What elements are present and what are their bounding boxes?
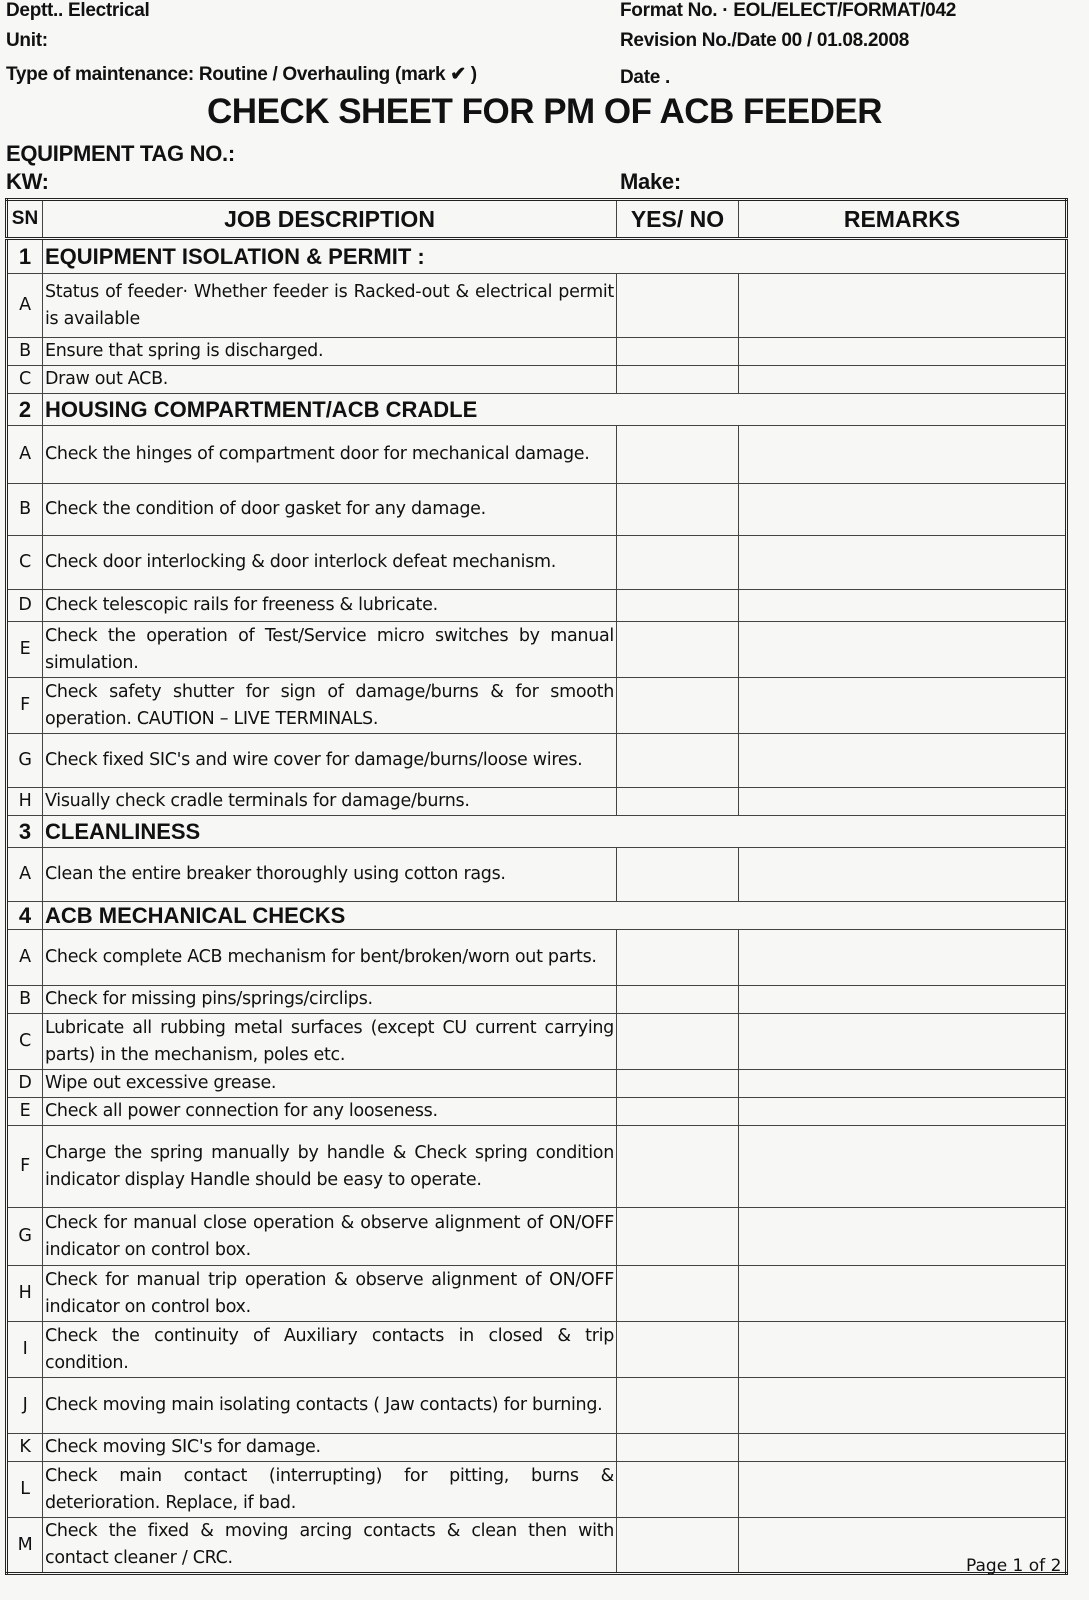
maintenance-type-label: Type of maintenance: Routine / Overhauling (mark ✔ ): [6, 64, 477, 85]
section-title: HOUSING COMPARTMENT/ACB CRADLE: [43, 394, 1067, 426]
column-header-remarks: REMARKS: [739, 200, 1067, 239]
item-sn: A: [7, 848, 43, 902]
yes-no-field[interactable]: [617, 622, 739, 678]
section-number: 3: [7, 816, 43, 848]
section-number: 4: [7, 902, 43, 930]
page-number: Page 1 of 2: [966, 1556, 1062, 1576]
remarks-field[interactable]: [739, 986, 1067, 1014]
job-description: Check door interlocking & door interlock defeat mechanism.: [43, 536, 617, 590]
remarks-field[interactable]: [739, 590, 1067, 622]
section-row: [7, 902, 1067, 930]
section-row: [7, 239, 1067, 274]
item-sn: H: [7, 1266, 43, 1322]
yes-no-field[interactable]: [617, 986, 739, 1014]
remarks-field[interactable]: [739, 622, 1067, 678]
item-sn: B: [7, 484, 43, 536]
remarks-field[interactable]: [739, 1462, 1067, 1518]
job-description: Visually check cradle terminals for damage/burns.: [43, 788, 617, 816]
table-row: [7, 366, 1067, 394]
column-header-yes-no: YES/ NO: [617, 200, 739, 239]
remarks-field[interactable]: [739, 366, 1067, 394]
item-sn: G: [7, 1208, 43, 1266]
item-sn: C: [7, 366, 43, 394]
yes-no-field[interactable]: [617, 426, 739, 484]
check-sheet-table: [5, 198, 1068, 1575]
table-row: [7, 1322, 1067, 1378]
item-sn: I: [7, 1322, 43, 1378]
remarks-field[interactable]: [739, 788, 1067, 816]
remarks-field[interactable]: [739, 930, 1067, 986]
table-row: [7, 1518, 1067, 1574]
document-title: CHECK SHEET FOR PM OF ACB FEEDER: [207, 92, 882, 131]
section-row: [7, 816, 1067, 848]
yes-no-field[interactable]: [617, 1126, 739, 1208]
yes-no-field[interactable]: [617, 848, 739, 902]
table-row: [7, 986, 1067, 1014]
item-sn: M: [7, 1518, 43, 1574]
yes-no-field[interactable]: [617, 274, 739, 338]
section-number: 1: [7, 239, 43, 274]
table-row: [7, 788, 1067, 816]
table-row: [7, 678, 1067, 734]
job-description: Check for manual trip operation & observe alignment of ON/OFF indicator on control box.: [43, 1266, 617, 1322]
job-description: Check telescopic rails for freeness & lubricate.: [43, 590, 617, 622]
item-sn: J: [7, 1378, 43, 1434]
item-sn: A: [7, 426, 43, 484]
item-sn: E: [7, 622, 43, 678]
job-description: Check the continuity of Auxiliary contacts in closed & trip condition.: [43, 1322, 617, 1378]
yes-no-field[interactable]: [617, 1098, 739, 1126]
job-description: Lubricate all rubbing metal surfaces (except CU current carrying parts) in the mechanism, poles etc.: [43, 1014, 617, 1070]
remarks-field[interactable]: [739, 1070, 1067, 1098]
table-row: [7, 1070, 1067, 1098]
table-row: [7, 1014, 1067, 1070]
item-sn: F: [7, 678, 43, 734]
table-row: [7, 484, 1067, 536]
column-header-job-description: JOB DESCRIPTION: [43, 200, 617, 239]
table-row: [7, 1208, 1067, 1266]
job-description: Wipe out excessive grease.: [43, 1070, 617, 1098]
item-sn: B: [7, 986, 43, 1014]
remarks-field[interactable]: [739, 1434, 1067, 1462]
column-header-sn: SN: [7, 200, 43, 239]
item-sn: C: [7, 1014, 43, 1070]
yes-no-field[interactable]: [617, 1266, 739, 1322]
remarks-field[interactable]: [739, 484, 1067, 536]
item-sn: G: [7, 734, 43, 788]
revision-date: Revision No./Date 00 / 01.08.2008: [620, 30, 909, 51]
remarks-field[interactable]: [739, 274, 1067, 338]
table-row: [7, 1434, 1067, 1462]
yes-no-field[interactable]: [617, 1378, 739, 1434]
job-description: Ensure that spring is discharged.: [43, 338, 617, 366]
job-description: Check complete ACB mechanism for bent/broken/worn out parts.: [43, 930, 617, 986]
table-row: [7, 734, 1067, 788]
make-label: Make:: [620, 169, 681, 194]
table-row: [7, 848, 1067, 902]
item-sn: A: [7, 930, 43, 986]
table-row: [7, 590, 1067, 622]
kw-label: KW:: [6, 169, 49, 194]
remarks-field[interactable]: [739, 1208, 1067, 1266]
date-label: Date .: [620, 67, 670, 88]
yes-no-field[interactable]: [617, 484, 739, 536]
section-row: [7, 394, 1067, 426]
remarks-field[interactable]: [739, 1378, 1067, 1434]
item-sn: K: [7, 1434, 43, 1462]
job-description: Check fixed SIC's and wire cover for damage/burns/loose wires.: [43, 734, 617, 788]
yes-no-field[interactable]: [617, 1434, 739, 1462]
table-row: [7, 426, 1067, 484]
section-title: CLEANLINESS: [43, 816, 1067, 848]
item-sn: A: [7, 274, 43, 338]
job-description: Check safety shutter for sign of damage/burns & for smooth operation. CAUTION – LIVE TERMINALS.: [43, 678, 617, 734]
yes-no-field[interactable]: [617, 536, 739, 590]
yes-no-field[interactable]: [617, 366, 739, 394]
item-sn: C: [7, 536, 43, 590]
job-description: Check the fixed & moving arcing contacts & clean then with contact cleaner / CRC.: [43, 1518, 617, 1574]
remarks-field[interactable]: [739, 734, 1067, 788]
remarks-field[interactable]: [739, 536, 1067, 590]
item-sn: H: [7, 788, 43, 816]
table-row: [7, 1462, 1067, 1518]
remarks-field[interactable]: [739, 1126, 1067, 1208]
job-description: Check main contact (interrupting) for pitting, burns & deterioration. Replace, if bad.: [43, 1462, 617, 1518]
remarks-field[interactable]: [739, 1322, 1067, 1378]
section-title: EQUIPMENT ISOLATION & PERMIT :: [43, 239, 1067, 274]
section-title: ACB MECHANICAL CHECKS: [43, 902, 1067, 930]
item-sn: F: [7, 1126, 43, 1208]
item-sn: D: [7, 590, 43, 622]
unit-label: Unit:: [6, 30, 48, 51]
job-description: Status of feeder· Whether feeder is Racked-out & electrical permit is available: [43, 274, 617, 338]
remarks-field[interactable]: [739, 848, 1067, 902]
equipment-tag-label: EQUIPMENT TAG NO.:: [6, 141, 235, 166]
remarks-field[interactable]: [739, 1266, 1067, 1322]
yes-no-field[interactable]: [617, 930, 739, 986]
yes-no-field[interactable]: [617, 338, 739, 366]
remarks-field[interactable]: [739, 426, 1067, 484]
yes-no-field[interactable]: [617, 1014, 739, 1070]
job-description: Check the hinges of compartment door for mechanical damage.: [43, 426, 617, 484]
yes-no-field[interactable]: [617, 734, 739, 788]
job-description: Check the operation of Test/Service micro switches by manual simulation.: [43, 622, 617, 678]
table-row: [7, 1378, 1067, 1434]
job-description: Check moving main isolating contacts ( Jaw contacts) for burning.: [43, 1378, 617, 1434]
item-sn: L: [7, 1462, 43, 1518]
job-description: Check for manual close operation & observe alignment of ON/OFF indicator on control box.: [43, 1208, 617, 1266]
job-description: Check the condition of door gasket for any damage.: [43, 484, 617, 536]
job-description: Charge the spring manually by handle & Check spring condition indicator display Handle should be easy to operate.: [43, 1126, 617, 1208]
table-row: [7, 1098, 1067, 1126]
table-row: [7, 274, 1067, 338]
yes-no-field[interactable]: [617, 1462, 739, 1518]
item-sn: E: [7, 1098, 43, 1126]
table-row: [7, 1266, 1067, 1322]
format-number: Format No. · EOL/ELECT/FORMAT/042: [620, 0, 956, 21]
job-description: Check for missing pins/springs/circlips.: [43, 986, 617, 1014]
yes-no-field[interactable]: [617, 590, 739, 622]
department-label: Deptt.. Electrical: [6, 0, 150, 21]
yes-no-field[interactable]: [617, 1518, 739, 1574]
yes-no-field[interactable]: [617, 1322, 739, 1378]
remarks-field[interactable]: [739, 338, 1067, 366]
table-row: [7, 536, 1067, 590]
remarks-field[interactable]: [739, 678, 1067, 734]
remarks-field[interactable]: [739, 1014, 1067, 1070]
yes-no-field[interactable]: [617, 1208, 739, 1266]
table-header-row: [7, 200, 1067, 239]
table-row: [7, 338, 1067, 366]
job-description: Check moving SIC's for damage.: [43, 1434, 617, 1462]
table-row: [7, 622, 1067, 678]
remarks-field[interactable]: [739, 1098, 1067, 1126]
job-description: Check all power connection for any looseness.: [43, 1098, 617, 1126]
item-sn: B: [7, 338, 43, 366]
job-description: Clean the entire breaker thoroughly using cotton rags.: [43, 848, 617, 902]
yes-no-field[interactable]: [617, 1070, 739, 1098]
job-description: Draw out ACB.: [43, 366, 617, 394]
yes-no-field[interactable]: [617, 678, 739, 734]
yes-no-field[interactable]: [617, 788, 739, 816]
section-number: 2: [7, 394, 43, 426]
table-row: [7, 1126, 1067, 1208]
table-row: [7, 930, 1067, 986]
item-sn: D: [7, 1070, 43, 1098]
